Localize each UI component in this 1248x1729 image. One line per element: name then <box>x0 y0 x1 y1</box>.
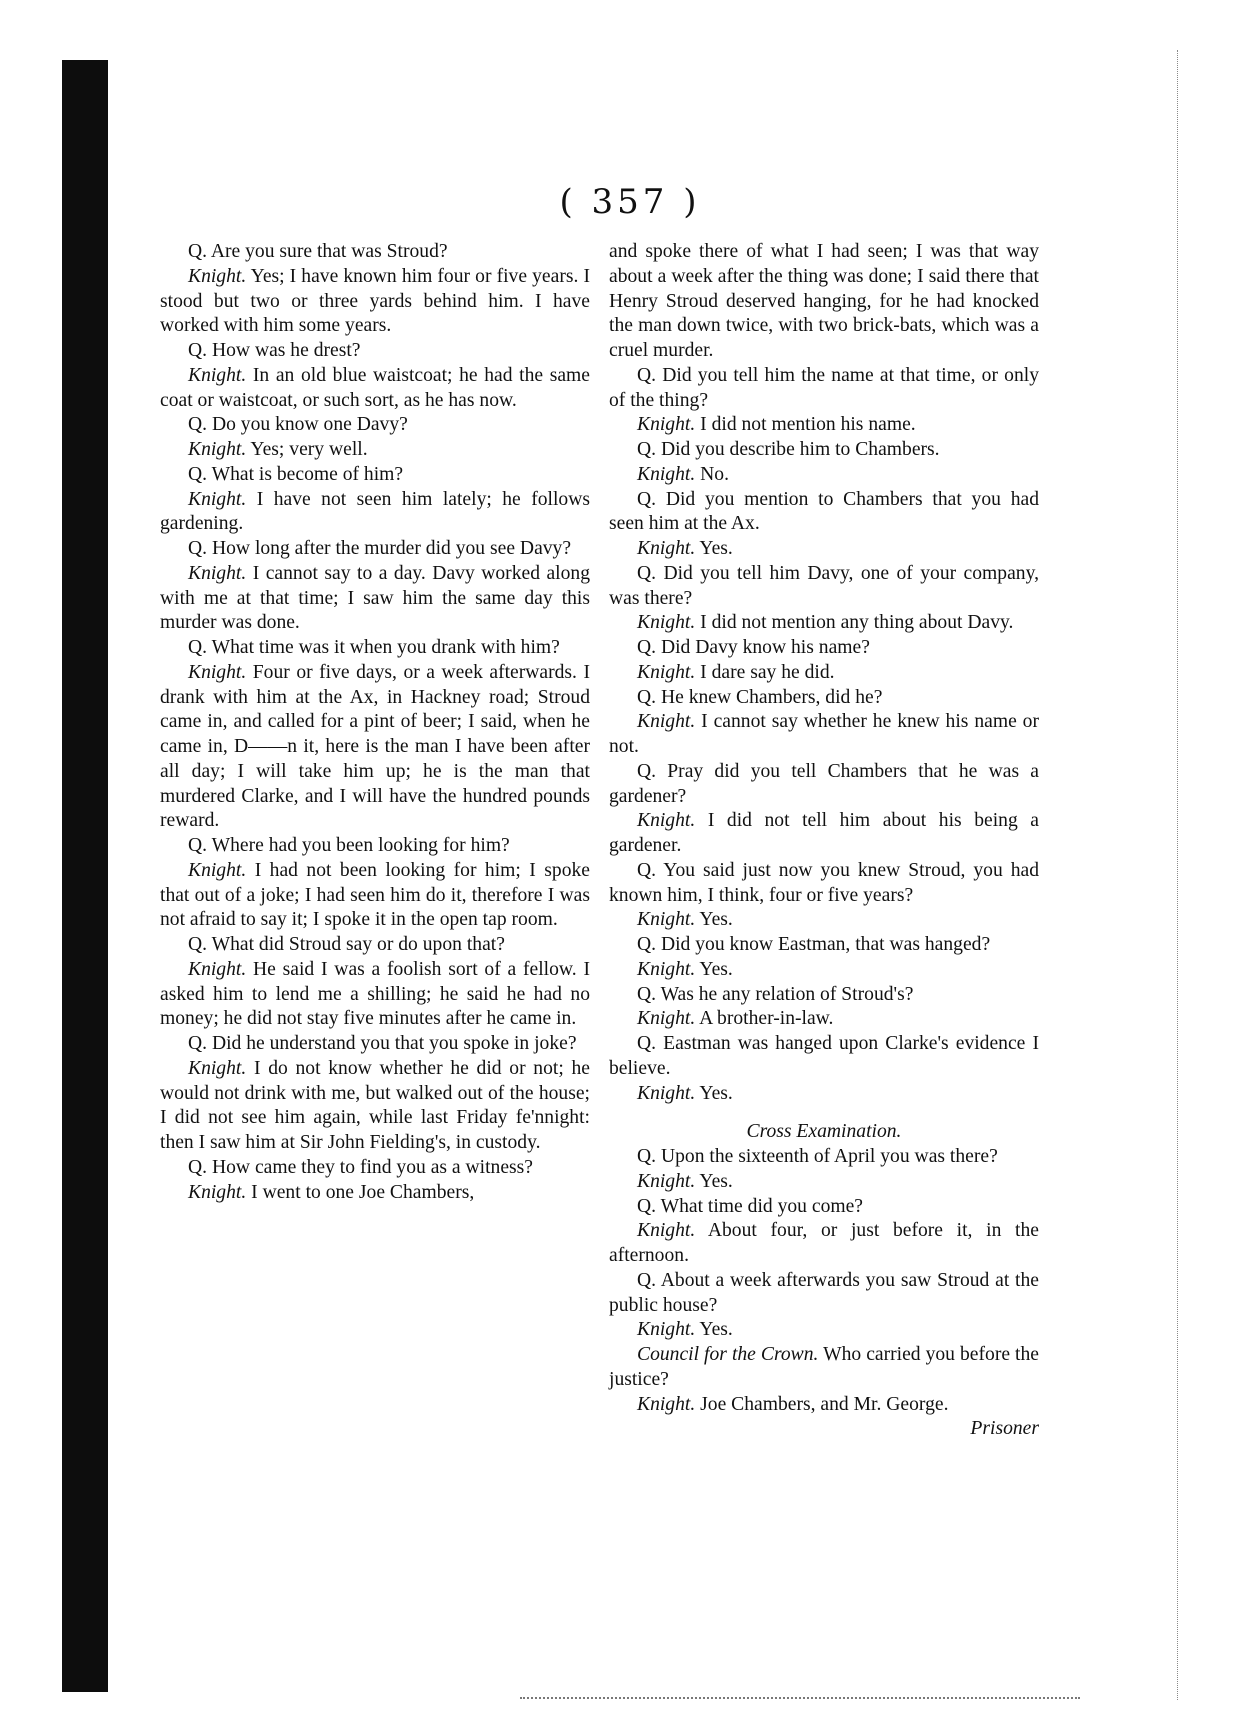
question-line: Q. Was he any relation of Stroud's? <box>637 983 914 1005</box>
left-column <box>160 240 590 1205</box>
question-line: Q. What is become of him? <box>188 463 404 485</box>
answer-line <box>609 1393 1039 1418</box>
question-line: Q. What time did you come? <box>637 1195 863 1217</box>
question-line: Q. Did you know Eastman, that was hanged? <box>637 934 991 955</box>
question-line: Q. How came they to find you as a witness? <box>188 1156 533 1178</box>
answer-line <box>160 265 590 339</box>
speaker-label: Knight. <box>188 1057 247 1079</box>
answer-text: I did not tell him about his being a gardener. <box>609 810 1039 856</box>
question-line: Q. How long after the murder did you see Davy? <box>188 538 572 559</box>
answer-text: I cannot say whether he knew his name or not. <box>609 711 1039 757</box>
right-column <box>609 240 1039 1442</box>
answer-text: Yes; very well. <box>250 439 368 460</box>
answer-text: I had not been looking for him; I spoke that out of a joke; I had seen him do it, therefore I was not afraid to say it; I spoke it in the open tap room. <box>160 859 590 931</box>
answer-line <box>160 661 590 834</box>
speaker-label: Knight. <box>637 414 696 436</box>
speaker-label: Knight. <box>637 958 696 980</box>
question-line: Q. About a week afterwards you saw Stroud at the public house? <box>609 1269 1039 1316</box>
speaker-label: Knight. <box>637 1393 696 1415</box>
answer-text: Yes. <box>699 538 733 559</box>
answer-line <box>160 364 590 414</box>
answer-line <box>609 463 1039 488</box>
speaker-label: Council for the Crown. <box>637 1344 819 1365</box>
speaker-label: Knight. <box>188 1181 247 1203</box>
answer-line <box>609 710 1039 760</box>
question-line: Q. Do you know one Davy? <box>188 414 408 436</box>
answer-text: Who carried you before the justice? <box>609 1344 1039 1390</box>
answer-text: He said I was a foolish sort of a fellow. I asked him to lend me a shilling; he said he had no money; he did not stay five minutes after he came in. <box>160 958 590 1030</box>
answer-line <box>609 537 1039 562</box>
binding-edge <box>62 60 108 1692</box>
answer-text: No. <box>700 463 730 485</box>
question-line: Q. Did you tell him Davy, one of your company, was there? <box>609 562 1039 609</box>
continued-text: and spoke there of what I had seen; I was that way about a week after the thing was done; I said there that Henry Stroud deserved hanging, for he had knocked the man down twice, with two brick-bats, which was a cruel murder. <box>609 241 1039 361</box>
answer-text: Yes. <box>699 1170 733 1192</box>
page-number: ( 357 ) <box>559 182 701 222</box>
answer-text: I cannot say to a day. Davy worked along with me at that time; I saw him the same day this murder was done. <box>160 562 590 634</box>
answer-line <box>160 958 590 1032</box>
answer-line <box>609 958 1039 983</box>
question-line: Q. Are you sure that was Stroud? <box>188 241 448 262</box>
speaker-label: Knight. <box>637 909 696 931</box>
speaker-label: Knight. <box>188 488 247 510</box>
speaker-label: Knight. <box>637 711 696 733</box>
speaker-label: Knight. <box>188 562 247 584</box>
question-line: Q. He knew Chambers, did he? <box>637 686 883 708</box>
question-line: Q. Eastman was hanged upon Clarke's evidence I believe. <box>609 1033 1039 1079</box>
answer-text: About four, or just before it, in the afternoon. <box>609 1220 1039 1266</box>
question-line: Q. Did you mention to Chambers that you had seen him at the Ax. <box>609 488 1039 535</box>
speaker-label: Knight. <box>637 1220 696 1242</box>
question-line: Q. Pray did you tell Chambers that he was a gardener? <box>609 760 1039 807</box>
scan-noise <box>520 1691 1080 1699</box>
speaker-label: Knight. <box>188 958 247 980</box>
answer-text: I did not mention any thing about Davy. <box>700 612 1014 634</box>
answer-text: Yes. <box>699 1319 733 1341</box>
question-line: Q. What time was it when you drank with him? <box>188 637 560 658</box>
speaker-label: Knight. <box>637 1082 696 1104</box>
answer-line <box>609 908 1039 933</box>
answer-line <box>609 1343 1039 1393</box>
question-line: Q. You said just now you knew Stroud, you had known him, I think, four or five years? <box>609 859 1039 906</box>
speaker-label: Knight. <box>188 265 247 287</box>
question-line: Q. Upon the sixteenth of April you was there? <box>637 1146 998 1167</box>
answer-line <box>160 488 590 538</box>
answer-text: I dare say he did. <box>700 661 835 683</box>
answer-line <box>609 1007 1039 1032</box>
answer-text: Yes. <box>699 1082 733 1104</box>
answer-line <box>160 1057 590 1156</box>
speaker-label: Knight. <box>188 661 247 683</box>
speaker-label: Knight. <box>637 810 696 832</box>
answer-line <box>609 661 1039 686</box>
section-heading: Cross Examination. <box>746 1121 902 1143</box>
speaker-label: Knight. <box>637 661 696 683</box>
answer-text: I do not know whether he did or not; he would not drink with me, but walked out of the house; I did not see him again, while last Friday fe'nnight: then I saw him at Sir John Fielding's, in custody. <box>160 1057 590 1153</box>
catchword: Prisoner <box>970 1418 1039 1440</box>
answer-text: In an old blue waistcoat; he had the same coat or waistcoat, or such sort, as he has now. <box>160 364 590 411</box>
speaker-label: Knight. <box>637 538 696 559</box>
answer-line <box>609 809 1039 859</box>
answer-text: Yes; I have known him four or five years. I stood but two or three yards behind him. I have worked with him some years. <box>160 265 591 337</box>
answer-line <box>609 611 1039 636</box>
speaker-label: Knight. <box>637 612 696 634</box>
speaker-label: Knight. <box>188 859 247 881</box>
speaker-label: Knight. <box>637 463 696 485</box>
speaker-label: Knight. <box>188 364 247 386</box>
question-line: Q. Did he understand you that you spoke in joke? <box>188 1033 577 1054</box>
answer-line <box>609 1170 1039 1195</box>
answer-line <box>160 859 590 933</box>
answer-text: I have not seen him lately; he follows gardening. <box>160 488 590 535</box>
question-line: Q. What did Stroud say or do upon that? <box>188 934 505 955</box>
answer-line <box>160 1181 590 1206</box>
answer-line <box>160 438 590 463</box>
answer-text: Joe Chambers, and Mr. George. <box>700 1393 949 1415</box>
answer-text: I did not mention his name. <box>700 414 916 436</box>
speaker-label: Knight. <box>188 439 247 460</box>
answer-text: A brother-in-law. <box>699 1008 834 1030</box>
answer-text: Yes. <box>699 958 733 980</box>
question-line: Q. Did you tell him the name at that time, or only of the thing? <box>609 364 1039 411</box>
answer-line <box>609 1318 1039 1343</box>
answer-text: Yes. <box>699 909 733 931</box>
answer-text: Four or five days, or a week afterwards. I drank with him at the Ax, in Hackney road; Stroud came in, and called for a pint of beer; I said, when he came in, D——n it, here is the man I have been after all day; I will take him up; he is the man that murdered Clarke, and I will have the hundred pounds reward. <box>160 661 591 832</box>
speaker-label: Knight. <box>637 1319 696 1341</box>
question-line: Q. Did you describe him to Chambers. <box>637 439 940 460</box>
answer-line <box>609 413 1039 438</box>
answer-line <box>609 1219 1039 1269</box>
answer-line <box>160 562 590 636</box>
speaker-label: Knight. <box>637 1170 696 1192</box>
page-edge-marks <box>1165 50 1178 1700</box>
speaker-label: Knight. <box>637 1008 696 1030</box>
question-line: Q. Did Davy know his name? <box>637 637 870 658</box>
answer-line <box>609 1082 1039 1107</box>
question-line: Q. Where had you been looking for him? <box>188 835 510 856</box>
question-line: Q. How was he drest? <box>188 340 361 361</box>
answer-text: I went to one Joe Chambers, <box>251 1181 475 1203</box>
